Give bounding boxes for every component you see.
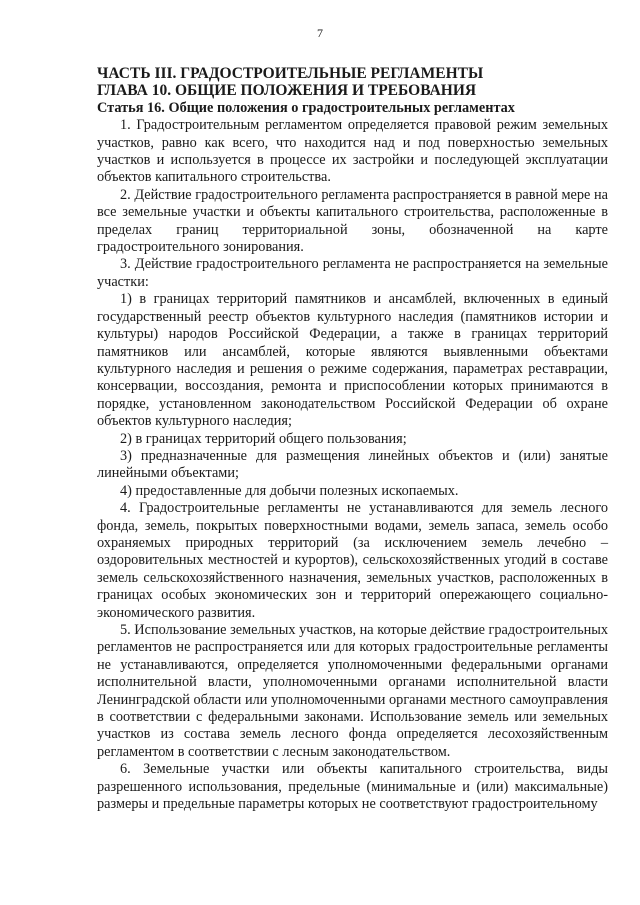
part-title: ЧАСТЬ III. ГРАДОСТРОИТЕЛЬНЫЕ РЕГЛАМЕНТЫ [97,65,484,82]
list-item-3: 3) предназначенные для размещения линейных объектов и (или) занятые линейными объектами; [97,447,608,482]
list-item-1: 1) в границах территорий памятников и ансамблей, включенных в единый государственный реестр объектов культурного наследия (памятников истории и культуры) народов Российской Федерации, а также в границах территорий памятников или ансамблей, которые являются выявленными объектами культурного наследия и решения о режиме содержания, параметрах реставрации, консервации, воссоздания, ремонта и приспособлении которых принимаются в порядке, установленном законодательством Российской Федерации об охране объектов культурного наследия; [97,291,608,430]
paragraph-3: 3. Действие градостроительного регламента не распространяется на земельные участки: [97,256,608,290]
article-title: Статья 16. Общие положения о градостроительных регламентах [97,99,515,116]
page-number: 7 [317,26,323,40]
list-item-2: 2) в границах территорий общего пользования; [120,430,407,447]
paragraph-4: 4. Градостроительные регламенты не устанавливаются для земель лесного фонда, земель, покрытых поверхностными водами, земель запаса, земель особо охраняемых природных территорий (за исключением земель лечебно – оздоровительных местностей и курортов), сельскохозяйственных угодий в составе земель сельскохозяйственного назначения, земельных участков, расположенных в границах особых экономических зон и территорий опережающего социально-экономического развития. [97,500,608,621]
document-body [97,65,608,813]
paragraph-1: 1. Градостроительным регламентом определяется правовой режим земельных участков, равно как всего, что находится над и под поверхностью земельных участков и используется в процессе их застройки и последующей эксплуатации объектов капитального строительства. [97,117,608,186]
paragraph-6: 6. Земельные участки или объекты капитального строительства, виды разрешенного использования, предельные (минимальные и (или) максимальные) размеры и предельные параметры которых не соответствуют градостроительному [97,761,608,813]
paragraph-5: 5. Использование земельных участков, на которые действие градостроительных регламентов не распространяется или для которых градостроительные регламенты не устанавливаются, определяется уполномоченными федеральными органами исполнительной власти, уполномоченными органами исполнительной власти Ленинградской области или уполномоченными органами местного самоуправления в соответствии с федеральными законами. Использование земель или земельных участков из состава земель лесного фонда определяется лесохозяйственным регламентом в соответствии с лесным законодательством. [97,622,608,760]
chapter-title: ГЛАВА 10. ОБЩИЕ ПОЛОЖЕНИЯ И ТРЕБОВАНИЯ [97,82,477,100]
paragraph-2: 2. Действие градостроительного регламента распространяется в равной мере на все земельные участки и объекты капитального строительства, расположенные в пределах границ территориальной зоны, обозначенной на карте градостроительного зонирования. [97,186,608,256]
list-item-4: 4) предоставленные для добычи полезных ископаемых. [120,482,459,499]
